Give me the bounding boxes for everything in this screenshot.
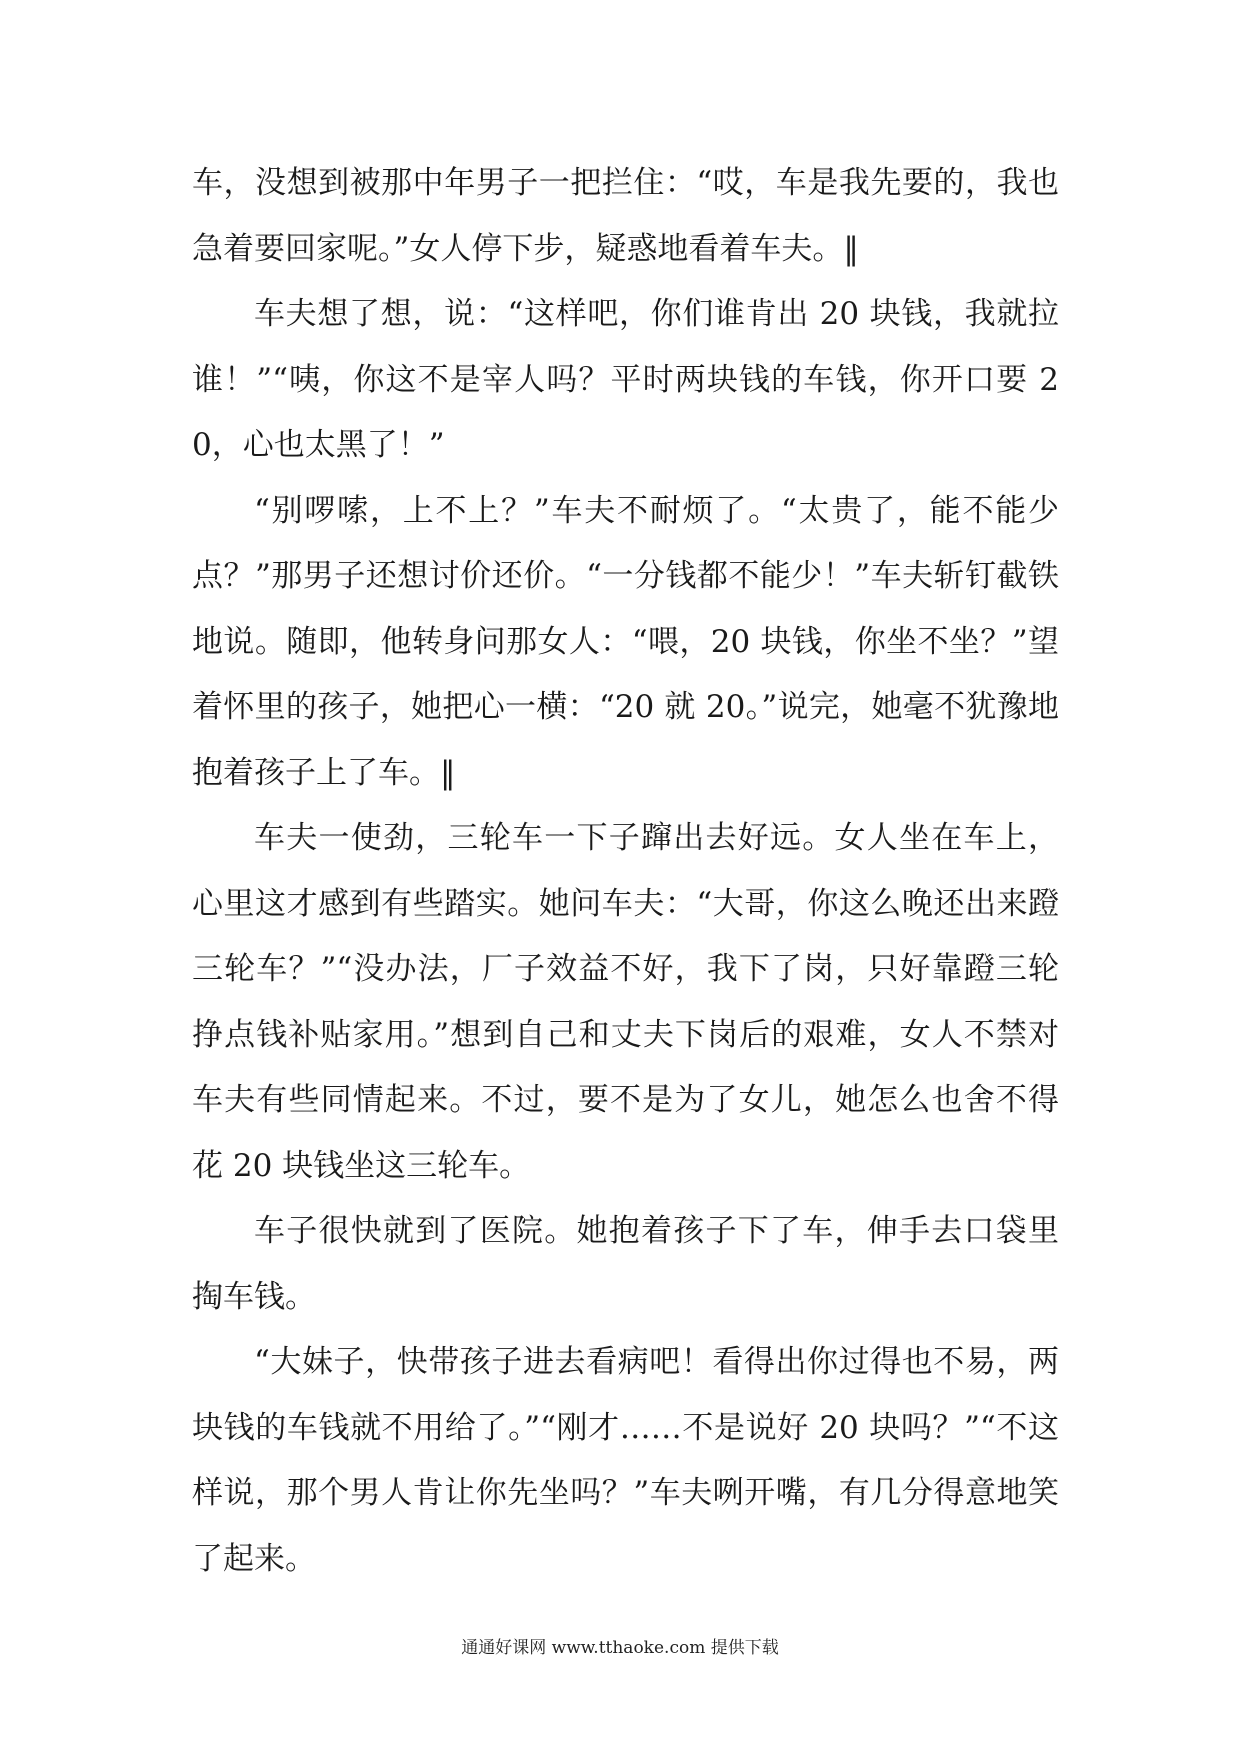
paragraph-3: “别啰嗦，上不上？”车夫不耐烦了。“太贵了，能不能少点？”那男子还想讨价还价。“一分钱都不能少！”车夫斩钉截铁地说。随即，他转身问那女人：“喂，20 块钱，你坐不坐？”望着怀里的孩子，她把心一横：“20 就 20。”说完，她毫不犹豫地抱着孩子上了车。‖ [192,492,1059,791]
paragraph-5: 车子很快就到了医院。她抱着孩子下了车，伸手去口袋里掏车钱。 [192,1213,1059,1315]
page-footer: 通通好课网 www.tthaoke.com 提供下载 [461,1638,779,1658]
paragraph-4: 车夫一使劲，三轮车一下子蹿出去好远。女人坐在车上，心里这才感到有些踏实。她问车夫：“大哥，你这么晚还出来蹬三轮车？”“没办法，厂子效益不好，我下了岗，只好靠蹬三轮挣点钱补贴家用。”想到自己和丈夫下岗后的艰难，女人不禁对车夫有些同情起来。不过，要不是为了女儿，她怎么也舍不得花 20 块钱坐这三轮车。 [192,820,1059,1184]
paragraph-6: “大妹子，快带孩子进去看病吧！看得出你过得也不易，两块钱的车钱就不用给了。”“刚才……不是说好 20 块吗？”“不这样说，那个男人肯让你先坐吗？”车夫咧开嘴，有几分得意地笑了起来。 [192,1344,1059,1577]
page-body [192,151,1059,1592]
paragraph-1: 车，没想到被那中年男子一把拦住：“哎，车是我先要的，我也急着要回家呢。”女人停下步，疑惑地看着车夫。‖ [192,165,1059,267]
paragraph-2: 车夫想了想，说：“这样吧，你们谁肯出 20 块钱，我就拉谁！”“咦，你这不是宰人吗？平时两块钱的车钱，你开口要 20，心也太黑了！” [192,296,1059,463]
